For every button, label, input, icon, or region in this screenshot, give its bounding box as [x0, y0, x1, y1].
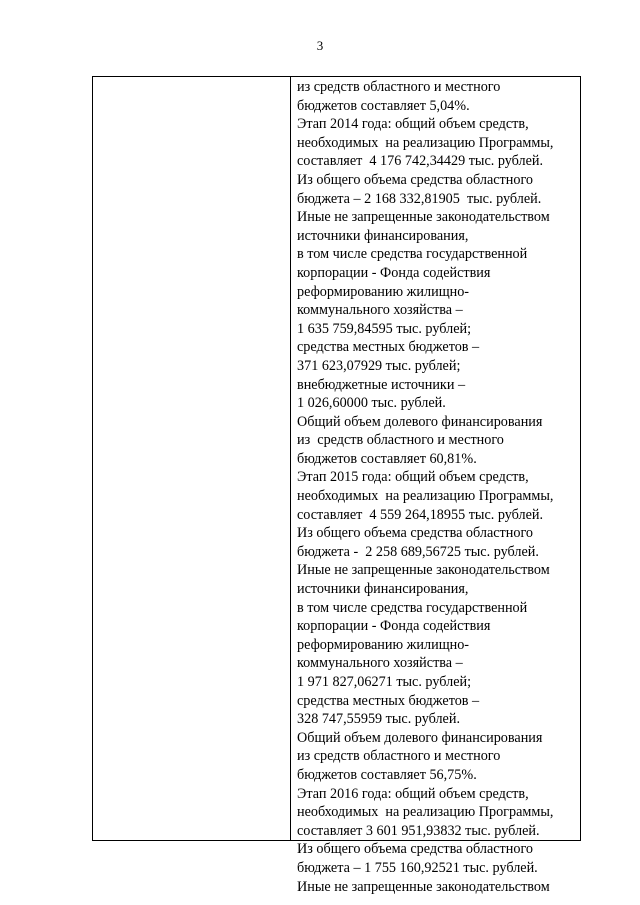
text-line: Иные не запрещенные законодательством [297, 878, 550, 895]
text-line: необходимых на реализацию Программы, [297, 488, 554, 505]
text-line: бюджета – 2 168 332,81905 тыс. рублей. [297, 190, 542, 207]
text-line: Этап 2014 года: общий объем средств, [297, 116, 529, 133]
text-line: 328 747,55959 тыс. рублей. [297, 711, 460, 728]
text-line: составляет 3 601 951,93832 тыс. рублей. [297, 822, 540, 839]
table-right-cell [291, 77, 580, 895]
text-line: Общий объем долевого финансирования [297, 413, 543, 430]
text-line: Из общего объема средства областного [297, 841, 534, 858]
text-line: коммунального хозяйства – [297, 655, 463, 672]
text-line: Общий объем долевого финансирования [297, 729, 543, 746]
text-line: 1 026,60000 тыс. рублей. [297, 395, 446, 412]
text-line: бюджетов составляет 60,81%. [297, 450, 477, 467]
text-line: Иные не запрещенные законодательством [297, 209, 550, 226]
text-line: Этап 2016 года: общий объем средств, [297, 785, 529, 802]
program-table [92, 76, 581, 895]
text-line: Из общего объема средства областного [297, 171, 534, 188]
text-line: 371 623,07929 тыс. рублей; [297, 357, 461, 374]
text-line: источники финансирования, [297, 581, 469, 598]
text-line: бюджета - 2 258 689,56725 тыс. рублей. [297, 543, 539, 560]
text-line: составляет 4 176 742,34429 тыс. рублей. [297, 153, 544, 170]
text-line: средства местных бюджетов – [297, 692, 480, 709]
text-line: реформированию жилищно- [297, 636, 470, 653]
text-line: 1 635 759,84595 тыс. рублей; [297, 320, 472, 337]
text-line: реформированию жилищно- [297, 283, 470, 300]
text-line: из средств областного и местного [297, 748, 501, 765]
text-line: в том числе средства государственной [297, 246, 528, 263]
text-line: из средств областного и местного [297, 79, 501, 95]
text-line: необходимых на реализацию Программы, [297, 804, 554, 821]
text-line: внебюджетные источники – [297, 376, 466, 393]
text-line: Из общего объема средства областного [297, 525, 534, 542]
text-line: источники финансирования, [297, 227, 469, 244]
text-line: корпорации - Фонда содействия [297, 618, 491, 635]
text-line: составляет 4 559 264,18955 тыс. рублей. [297, 506, 544, 523]
text-line: бюджета – 1 755 160,92521 тыс. рублей. [297, 859, 538, 876]
text-line: средства местных бюджетов – [297, 339, 480, 356]
table-left-cell [93, 77, 291, 840]
text-line: из средств областного и местного [297, 432, 504, 449]
text-line: корпорации - Фонда содействия [297, 264, 491, 281]
text-line: коммунального хозяйства – [297, 302, 463, 319]
text-line: необходимых на реализацию Программы, [297, 134, 554, 151]
text-line: в том числе средства государственной [297, 599, 528, 616]
text-line: 1 971 827,06271 тыс. рублей; [297, 674, 472, 690]
text-line: бюджетов составляет 5,04%. [297, 97, 470, 114]
text-line: Этап 2015 года: общий объем средств, [297, 469, 529, 486]
text-line: бюджетов составляет 56,75%. [297, 766, 477, 783]
text-line: Иные не запрещенные законодательством [297, 562, 550, 579]
page-number: 3 [316, 38, 324, 53]
